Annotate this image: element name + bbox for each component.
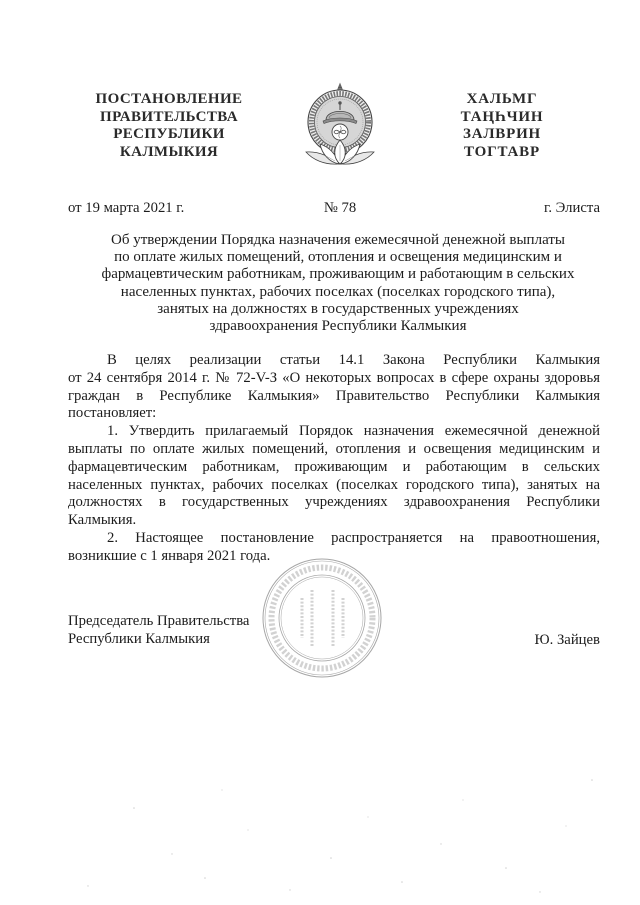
header-russian-line: ПРАВИТЕЛЬСТВА [100, 108, 238, 125]
header-russian-line: КАЛМЫКИЯ [119, 143, 219, 160]
title-line: населенных пунктах, рабочих поселках (поселках городского типа), [120, 283, 556, 300]
document-number: № 78 [323, 200, 357, 216]
signatory-name: Ю. Зайцев [534, 632, 600, 648]
body-line: постановляет: [68, 405, 157, 422]
header-kalmyk-line: ТОГТАВР [464, 143, 540, 160]
body-line: выплаты по оплате жилых помещений, отопления и освещения медицинским и [68, 440, 600, 457]
title-line: Об утверждении Порядка назначения ежемесячной денежной выплаты [111, 232, 565, 248]
preamble-paragraph [68, 352, 600, 423]
signatory-position-line: Председатель Правительства [68, 613, 250, 629]
body-line: населенных пунктах, рабочих поселках (поселках городского типа), занятых на [68, 476, 600, 493]
scan-speckles [0, 760, 640, 905]
body-line: должностях в государственных учреждениях здравоохранения Республики [68, 494, 600, 511]
title-line: занятых на должностях в государственных учреждениях [157, 300, 519, 317]
signatory-position [68, 612, 249, 648]
header-kalmyk-line: ХАЛЬМГ [466, 91, 538, 107]
signatory-position-line: Республики Калмыкия [68, 631, 210, 647]
header-kalmyk [417, 91, 587, 161]
body-line: Калмыкия. [68, 512, 137, 529]
document-title [68, 232, 608, 335]
body-line: В целях реализации статьи 14.1 Закона Республики Калмыкия [107, 352, 600, 368]
title-line: по оплате жилых помещений, отопления и освещения медицинским и [114, 249, 562, 266]
title-line: фармацевтическим работникам, проживающим и работающим в сельских [101, 266, 575, 283]
body-line: 2. Настоящее постановление распространяется на правоотношения, [107, 529, 600, 546]
document-date: от 19 марта 2021 г. [68, 200, 185, 216]
document-place: г. Элиста [543, 200, 600, 216]
body-line: возникшие с 1 января 2021 года. [68, 547, 271, 564]
header-russian-line: РЕСПУБЛИКИ [113, 126, 225, 143]
body-line: 1. Утвердить прилагаемый Порядок назначения ежемесячной денежной [107, 423, 600, 440]
document-body [68, 352, 600, 566]
header-russian [84, 91, 254, 161]
header-kalmyk-line: ТАҢҺЧИН [460, 108, 544, 125]
official-seal-icon [258, 556, 386, 680]
header-russian-line: ПОСТАНОВЛЕНИЕ [95, 91, 243, 107]
document-meta-line [68, 199, 600, 217]
body-line: граждан в Республике Калмыкия» Правительство Республики Калмыкия [68, 387, 600, 404]
header-kalmyk-line: ЗАЛВРИН [462, 126, 542, 143]
body-line: фармацевтическим работникам, проживающим и работающим в сельских [68, 458, 600, 475]
body-line: от 24 сентября 2014 г. № 72-V-З «О некоторых вопросах в сфере охраны здоровья [68, 369, 600, 386]
coat-of-arms-icon [299, 82, 381, 166]
clause-1-paragraph [68, 423, 600, 530]
title-line: здравоохранения Республики Калмыкия [209, 318, 467, 335]
